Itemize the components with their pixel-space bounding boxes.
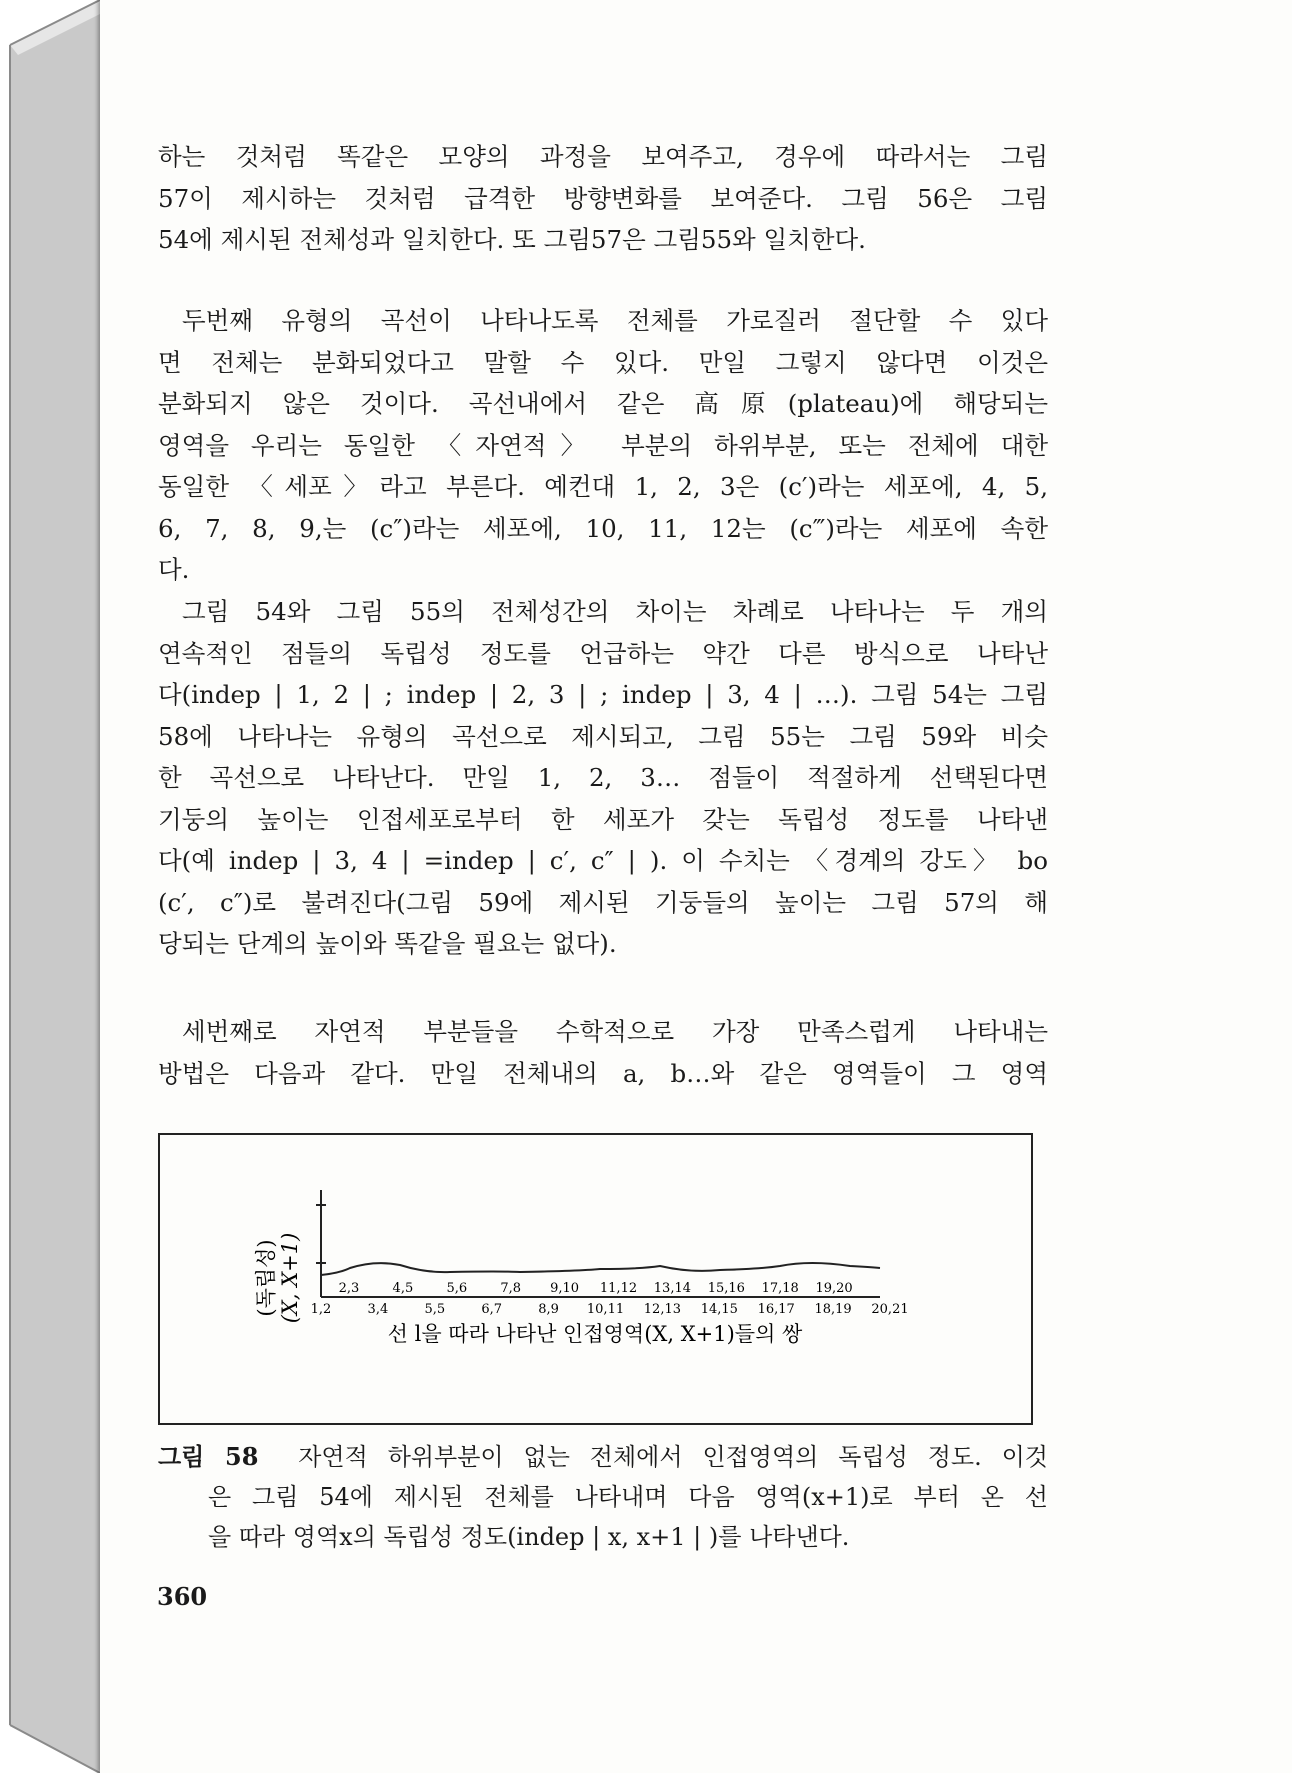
upper-tick-label: 4,5 (392, 1281, 414, 1296)
paragraph-4 (158, 1011, 1048, 1094)
lower-tick-label: 10,11 (586, 1302, 625, 1317)
text-line: 58에 나타나는 유형의 곡선으로 제시되고, 그림 55는 그림 59와 비슷 (158, 721, 1048, 751)
text-line: 연속적인 점들의 독립성 정도를 언급하는 약간 다른 방식으로 나타난 (158, 638, 1048, 668)
x-axis-label: 선 l을 따라 나타난 인접영역(X, X+1)들의 쌍 (387, 1322, 803, 1346)
text-line: 다(indep | 1, 2 | ; indep | 2, 3 | ; indep | 3, 4 | …). 그림 54는 그림 (158, 680, 1048, 709)
figure-caption (158, 1437, 1048, 1557)
text-line: 면 전체는 분화되었다고 말할 수 있다. 만일 그렇지 않다면 이것은 (158, 347, 1048, 377)
text-line: 분화되지 않은 것이다. 곡선내에서 같은 高原(plateau)에 해당되는 (158, 389, 1048, 418)
lower-tick-label: 16,17 (757, 1302, 795, 1317)
lower-tick-label: 14,15 (700, 1302, 738, 1317)
figure-58-plot (160, 1135, 1031, 1423)
lower-tick-label: 12,13 (643, 1302, 682, 1317)
upper-tick-label: 19,20 (815, 1281, 853, 1296)
figure-58 (158, 1133, 1033, 1425)
caption-line-2: 은 그림 54에 제시된 전체를 나타내며 다음 영역(x+1)로 부터 온 선 (208, 1483, 1048, 1511)
independence-curve (321, 1263, 880, 1275)
text-line: 세번째로 자연적 부분들을 수학적으로 가장 만족스럽게 나타내는 (182, 1017, 1048, 1046)
caption-label: 그림 58 (158, 1442, 259, 1471)
text-line: (c′, c″)로 불려진다(그림 59에 제시된 기둥들의 높이는 그림 57의 해 (158, 887, 1048, 917)
lower-tick-label: 8,9 (538, 1302, 559, 1317)
upper-tick-label: 7,8 (500, 1281, 522, 1296)
text-line: 당되는 단계의 높이와 똑같을 필요는 없다). (158, 929, 617, 958)
text-line: 6, 7, 8, 9,는 (c″)라는 세포에, 10, 11, 12는 (c‴)라는 세포에 속한 (158, 513, 1048, 543)
lower-tick-label: 6,7 (481, 1302, 503, 1317)
upper-tick-label: 5,6 (446, 1281, 468, 1296)
caption-line-1 (158, 1437, 1048, 1477)
caption-line-3: 을 따라 영역x의 독립성 정도(indep | x, x+1 | )를 나타낸다. (208, 1523, 850, 1551)
lower-tick-labels (311, 1302, 909, 1317)
page-number: 360 (157, 1582, 208, 1611)
lower-tick-label: 5,5 (424, 1302, 446, 1317)
text-line: 57이 제시하는 것처럼 급격한 방향변화를 보여준다. 그림 56은 그림 (158, 183, 1048, 213)
lower-tick-label: 3,4 (367, 1302, 389, 1317)
upper-tick-labels (339, 1281, 853, 1296)
upper-tick-label: 15,16 (707, 1281, 745, 1296)
text-line: 다(예 indep | 3, 4 | =indep | c′, c″ | ). 이 수치는 〈경계의 강도〉 bo (158, 846, 1048, 875)
text-line: 기둥의 높이는 인접세포로부터 한 세포가 갖는 독립성 정도를 나타낸 (158, 804, 1048, 834)
text-line: 방법은 다음과 같다. 만일 전체내의 a, b…와 같은 영역들이 그 영역 (158, 1058, 1048, 1088)
y-axis-label-2: (X, X+1) (278, 1232, 302, 1324)
paragraph-1 (158, 136, 1048, 261)
lower-tick-label: 18,19 (814, 1302, 852, 1317)
upper-tick-label: 9,10 (550, 1281, 580, 1296)
text-line: 영역을 우리는 동일한 〈자연적〉 부분의 하위부분, 또는 전체에 대한 (158, 430, 1048, 460)
upper-tick-label: 2,3 (338, 1281, 360, 1296)
upper-tick-label: 13,14 (653, 1281, 692, 1296)
text-line: 그림 54와 그림 55의 전체성간의 차이는 차례로 나타나는 두 개의 (182, 597, 1048, 626)
text-line: 다. (158, 555, 190, 584)
text-line: 하는 것처럼 똑같은 모양의 과정을 보여주고, 경우에 따라서는 그림 (158, 142, 1048, 171)
caption-text-1: 자연적 하위부분이 없는 전체에서 인접영역의 독립성 정도. 이것 (298, 1443, 1048, 1471)
paragraph-2 (158, 300, 1048, 591)
text-line: 동일한 〈세포〉라고 부른다. 예컨대 1, 2, 3은 (c′)라는 세포에, 4, 5, (158, 472, 1048, 501)
upper-tick-label: 17,18 (761, 1281, 799, 1296)
y-axis-label-1: (독립성) (254, 1239, 278, 1317)
book-spine (0, 0, 112, 1773)
text-line: 54에 제시된 전체성과 일치한다. 또 그림57은 그림55와 일치한다. (158, 225, 866, 254)
text-line: 한 곡선으로 나타난다. 만일 1, 2, 3… 점들이 적절하게 선택된다면 (158, 763, 1048, 792)
lower-tick-label: 1,2 (310, 1302, 332, 1317)
lower-tick-label: 20,21 (871, 1302, 909, 1317)
paragraph-3 (158, 591, 1048, 965)
text-line: 두번째 유형의 곡선이 나타나도록 전체를 가로질러 절단할 수 있다 (182, 306, 1048, 335)
upper-tick-label: 11,12 (599, 1281, 638, 1296)
